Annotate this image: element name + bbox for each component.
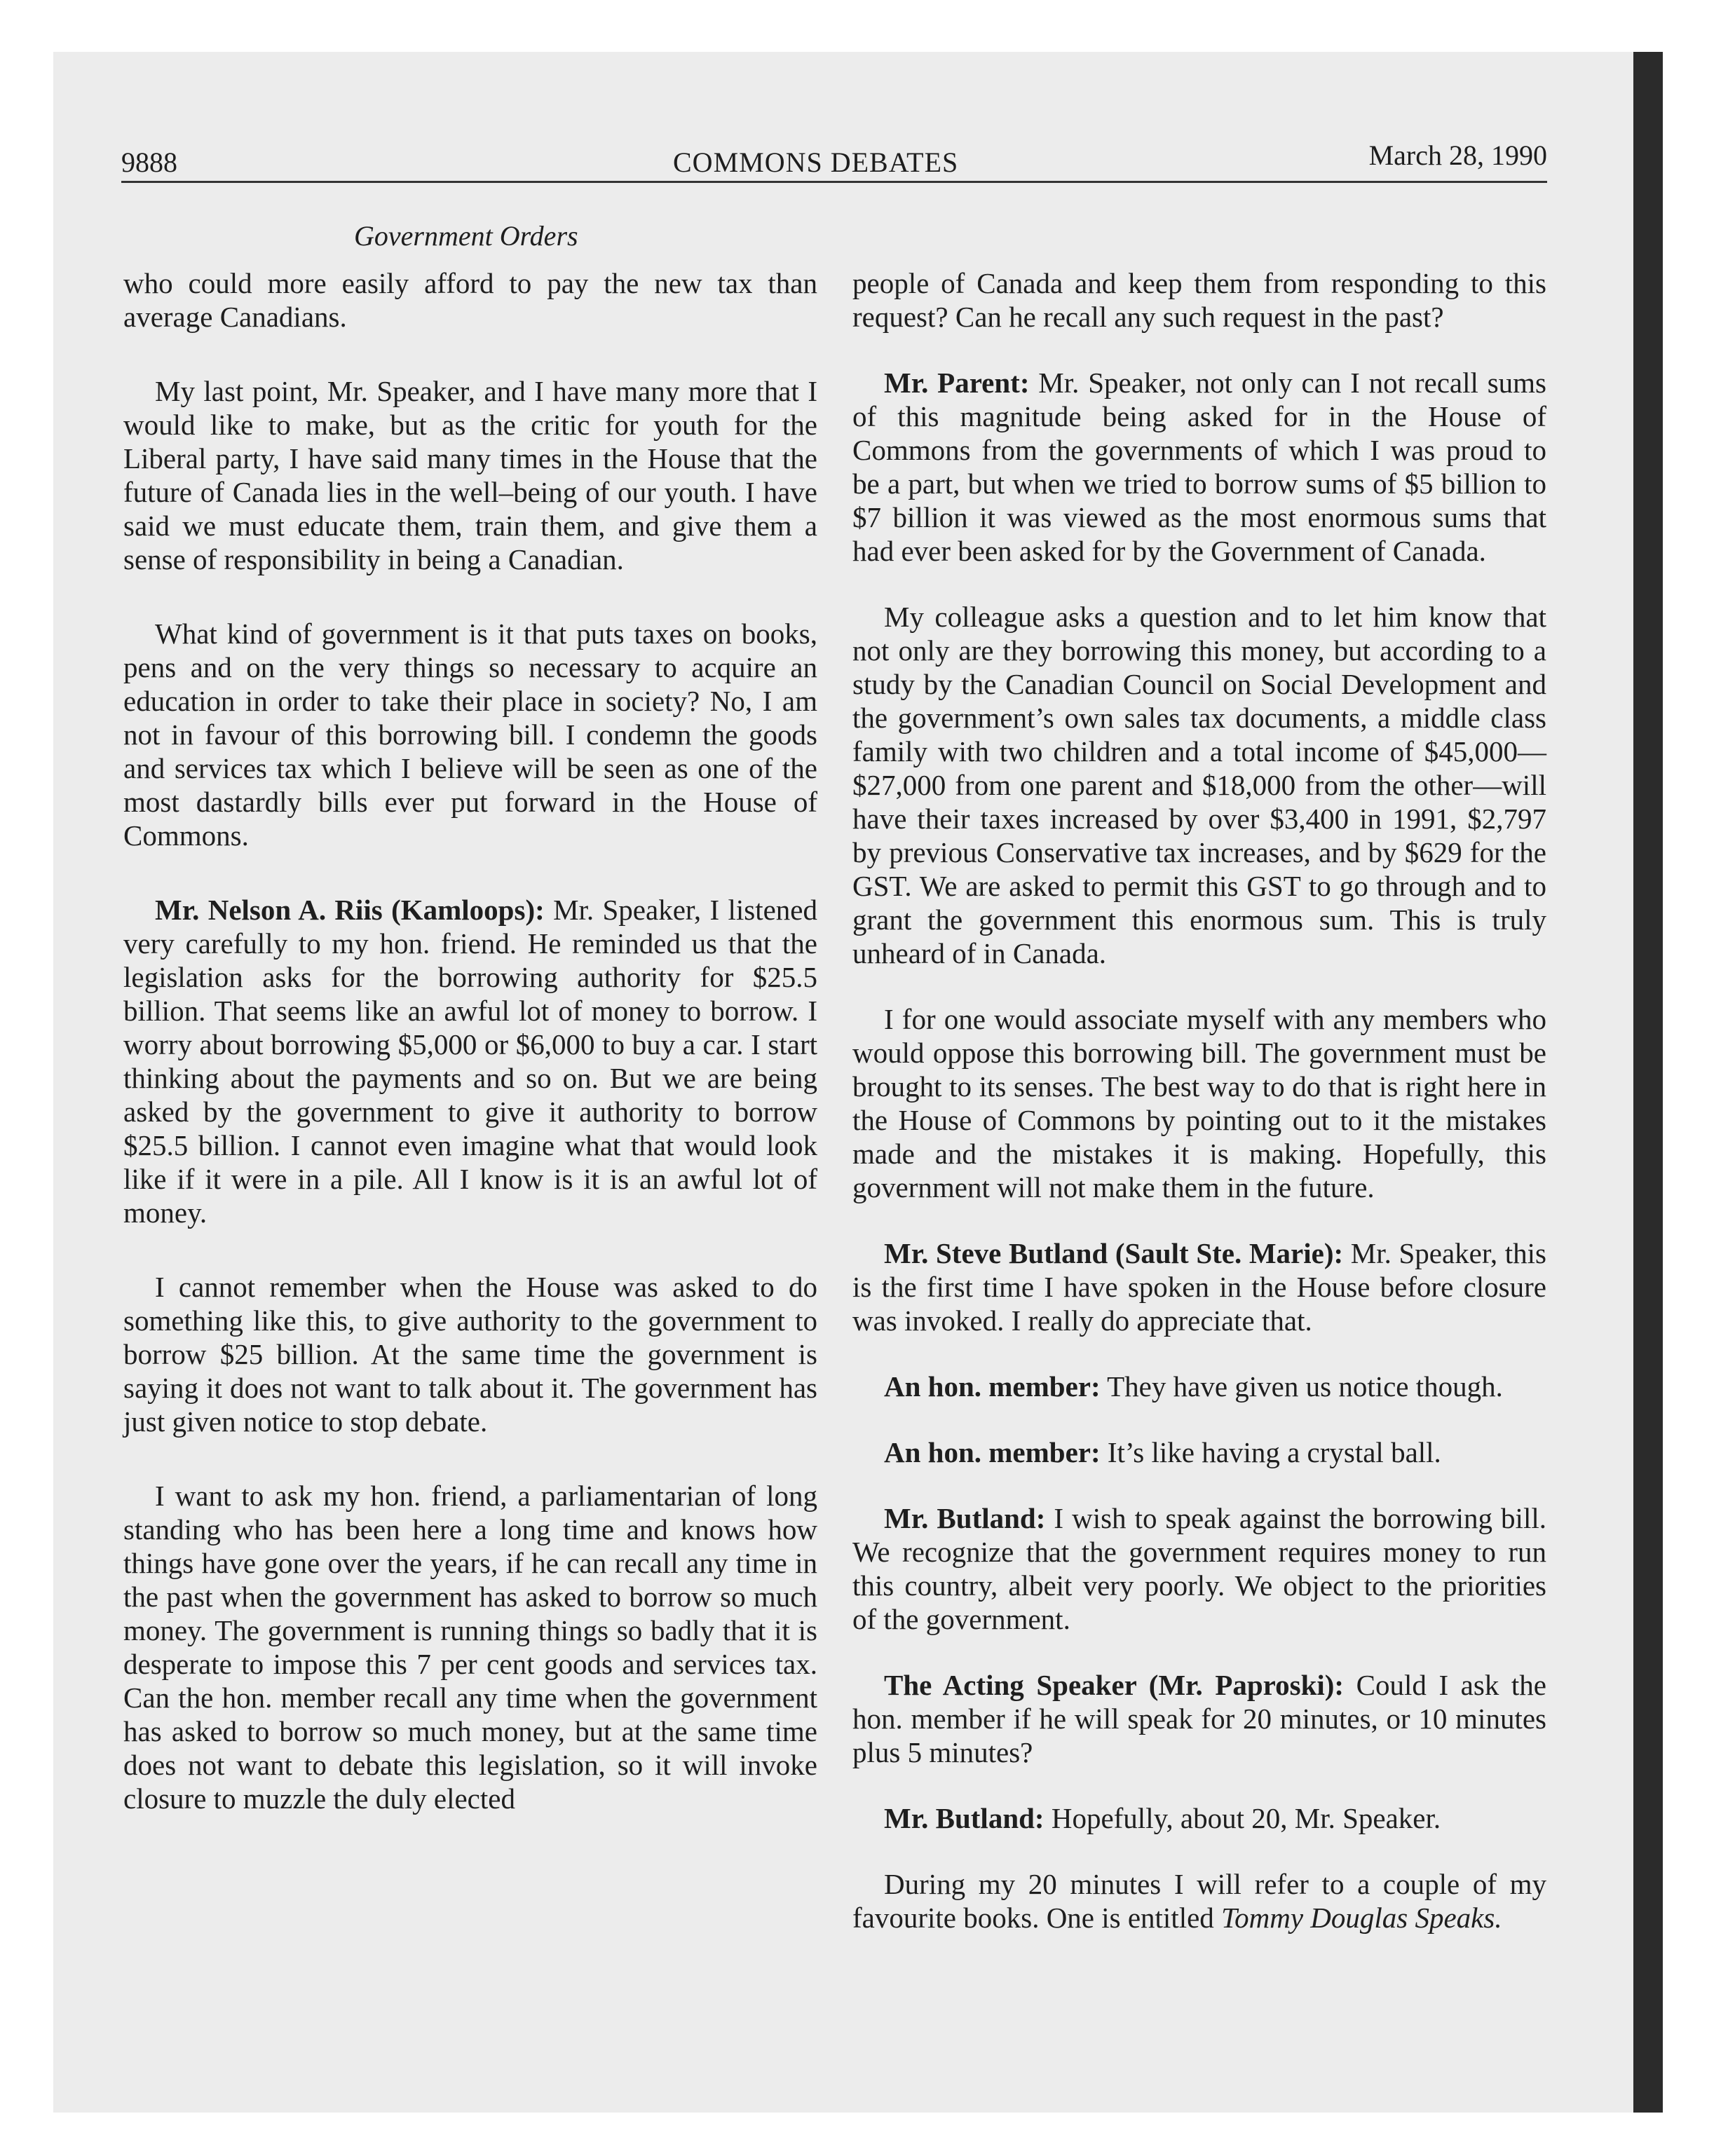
paragraph: My colleague asks a question and to let him know that not only are they borrowing this money, but according to a study by the Canadian Council on Social Development and the government’s own sales tax documents, a middle class family with two children and a total income of $45,000—$27,000 from one parent and $18,000 from the other—will have their taxes increased by over $3,400 in 1991, $2,797 by previous Conservative tax increases, and by $629 for the GST. We are asked to permit this GST to go through and to grant the government this enormous sum. This is truly unheard of in Canada. [852,601,1546,969]
paragraph: Mr. Steve Butland (Sault Ste. Marie): Mr. Speaker, this is the first time I have spoken in the House before closure was invoked. I really do appreciate that. [852,1237,1546,1337]
speaker-name: An hon. member: [884,1436,1101,1468]
speaker-name: Mr. Butland: [884,1502,1046,1534]
paragraph: I cannot remember when the House was asked to do something like this, to give authority to the government to borrow $25 billion. At the same time the government is saying it does not want to talk about it. The government has just given notice to stop debate. [123,1271,817,1438]
paragraph: who could more easily afford to pay the new tax than average Canadians. [123,267,817,333]
speaker-name: An hon. member: [884,1370,1101,1403]
paragraph: Mr. Butland: I wish to speak against the borrowing bill. We recognize that the government requires money to run this country, albeit very poorly. We object to the priorities of the government. [852,1502,1546,1635]
speaker-name: The Acting Speaker (Mr. Paproski): [884,1669,1345,1701]
scan-edge-shadow [1633,52,1663,2113]
paragraph: people of Canada and keep them from responding to this request? Can he recall any such request in the past? [852,267,1546,333]
page-number: 9888 [121,146,177,178]
section-title: Government Orders [354,220,578,252]
speaker-name: Mr. Steve Butland (Sault Ste. Marie): [884,1237,1344,1269]
publication-date: March 28, 1990 [1368,139,1547,171]
paragraph: My last point, Mr. Speaker, and I have many more that I would like to make, but as the critic for youth for the Liberal party, I have said many times in the House that the future of Canada lies in the well–being of our youth. I have said we must educate them, train them, and give them a sense of responsibility in being a Canadian. [123,375,817,575]
paragraph: I for one would associate myself with any members who would oppose this borrowing bill. The government must be brought to its senses. The best way to do that is right here in the House of Commons by pointing out to it the mistakes made and the mistakes it is making. Hopefully, this government will not make them in the future. [852,1003,1546,1203]
paragraph: Mr. Butland: Hopefully, about 20, Mr. Speaker. [884,1802,1441,1834]
speaker-name: Mr. Parent: [884,367,1030,399]
paragraph: The Acting Speaker (Mr. Paproski): Could I ask the hon. member if he will speak for 20 minutes, or 10 minutes plus 5 minutes? [852,1669,1546,1768]
paragraph: During my 20 minutes I will refer to a couple of my favourite books. One is entitled Tommy Douglas Speaks. [852,1868,1546,1934]
paragraph: An hon. member: It’s like having a crystal ball. [884,1436,1441,1468]
paragraph: Mr. Nelson A. Riis (Kamloops): Mr. Speaker, I listened very carefully to my hon. friend. He reminded us that the legislation asks for the borrowing authority for $25.5 billion. That seems like an awful lot of money to borrow. I worry about borrowing $5,000 or $6,000 to buy a car. I start thinking about the payments and so on. But we are being asked by the government to give it authority to borrow $25.5 billion. I cannot even imagine what that would look like if it were in a pile. All I know is it is an awful lot of money. [123,894,817,1229]
paragraph: I want to ask my hon. friend, a parliamentarian of long standing who has been here a long time and knows how things have gone over the years, if he can recall any time in the past when the government has asked to borrow so much money. The government is running things so badly that it is desperate to impose this 7 per cent goods and services tax. Can the hon. member recall any time when the government has asked to borrow so much money, but at the same time does not want to debate this legislation, so it will invoke closure to muzzle the duly elected [123,1480,817,1815]
paragraph: An hon. member: They have given us notice though. [884,1370,1503,1403]
speaker-name: Mr. Nelson A. Riis (Kamloops): [155,894,545,926]
paragraph: Mr. Parent: Mr. Speaker, not only can I not recall sums of this magnitude being asked for in the House of Commons from the governments of which I was proud to be a part, but when we tried to borrow sums of $5 billion to $7 billion it was viewed as the most enormous sums that had ever been asked for by the Government of Canada. [852,367,1546,567]
left-column [123,266,817,1815]
book-title: Tommy Douglas Speaks. [1221,1902,1502,1934]
header-rule [121,181,1547,183]
speaker-name: Mr. Butland: [884,1802,1045,1834]
paragraph: What kind of government is it that puts taxes on books, pens and on the very things so necessary to acquire an education in order to take their place in society? No, I am not in favour of this borrowing bill. I condemn the goods and services tax which I believe will be seen as one of the most dastardly bills ever put forward in the House of Commons. [123,618,817,852]
publication-title: COMMONS DEBATES [673,146,959,178]
right-column [852,266,1546,1935]
